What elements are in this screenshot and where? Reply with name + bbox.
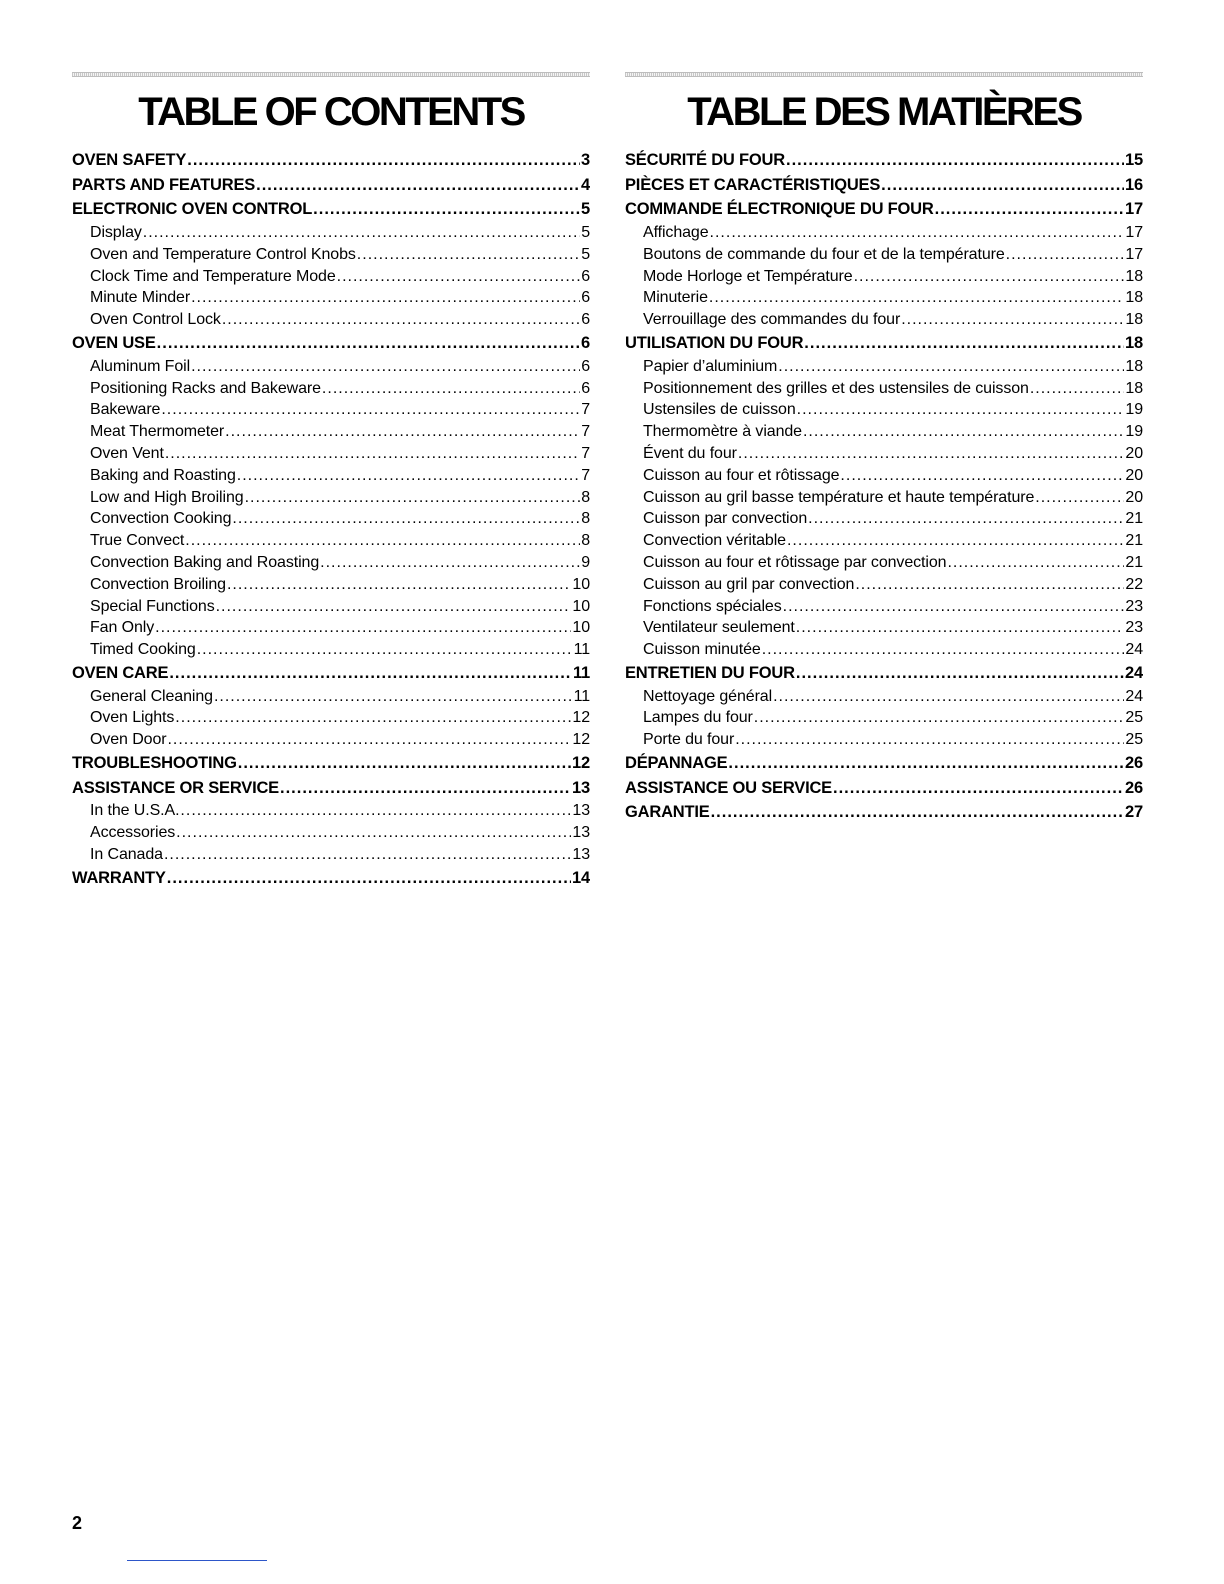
toc-section-entry [625,173,1143,198]
dot-leader [167,866,571,891]
toc-section-entry [72,148,590,173]
dot-leader [232,508,580,530]
toc-subsection-entry [625,309,1143,331]
entry-page-number: 18 [1125,334,1143,353]
entry-title: Bakeware [90,401,161,419]
entry-title: In Canada [90,845,163,863]
entry-title: Baking and Roasting [90,466,236,484]
entry-title: OVEN CARE [72,663,169,682]
toc-subsection-entry [72,378,590,400]
entry-page-number: 3 [581,151,590,169]
toc-subsection-entry [72,244,590,266]
dot-leader [187,148,580,173]
toc-subsection-entry [625,465,1143,487]
dot-leader [227,574,571,596]
toc-section-entry [625,751,1143,776]
entry-title: DÉPANNAGE [625,753,728,772]
dot-leader [322,378,580,400]
toc-subsection-entry [72,287,590,309]
entry-title: Ustensiles de cuisson [643,401,796,419]
entry-page-number: 23 [1125,619,1143,637]
dot-leader [214,686,573,708]
toc-subsection-entry [625,530,1143,552]
entry-page-number: 26 [1125,778,1143,797]
entry-page-number: 25 [1125,731,1143,749]
entry-page-number: 20 [1125,488,1143,506]
dot-leader [711,800,1124,825]
entry-title: Positionnement des grilles et des ustensiles de cuisson [643,379,1029,397]
dot-leader [833,776,1124,801]
entry-title: Thermomètre à viande [643,423,802,441]
toc-subsection-entry [625,487,1143,509]
dot-leader [935,197,1124,222]
toc-section-entry [72,776,590,801]
entry-page-number: 6 [581,289,590,307]
dot-leader [197,639,573,661]
toc-section-entry [72,197,590,222]
entry-title: Oven Vent [90,444,164,462]
toc-section-entry [72,751,590,776]
dot-leader [175,707,571,729]
dot-leader [778,356,1124,378]
entry-title: Cuisson au gril par convection [643,575,855,593]
dot-leader [165,443,580,465]
entry-title: Oven Door [90,731,167,749]
dot-leader [191,356,580,378]
entry-title: OVEN USE [72,334,156,353]
entry-page-number: 25 [1125,709,1143,727]
dot-leader [167,729,571,751]
dot-leader [709,287,1124,309]
entry-title: Convection véritable [643,532,786,550]
toc-subsection-entry [72,465,590,487]
entry-title: Accessories [90,824,176,842]
entry-page-number: 6 [581,311,590,329]
entry-page-number: 6 [581,267,590,285]
dot-leader [901,309,1124,331]
dot-leader [881,173,1124,198]
toc-subsection-entry [72,800,590,822]
entry-page-number: 27 [1125,803,1143,822]
entry-title: Cuisson au gril basse température et haute température [643,488,1035,506]
dot-leader [238,751,571,776]
entry-title: UTILISATION DU FOUR [625,334,804,353]
toc-subsection-entry [72,844,590,866]
toc-subsection-entry [72,421,590,443]
toc-subsection-entry [625,399,1143,421]
entry-title: PIÈCES ET CARACTÉRISTIQUES [625,175,881,194]
toc-subsection-entry [72,574,590,596]
toc-subsection-entry [72,707,590,729]
toc-section-entry [625,197,1143,222]
entry-title: Positioning Racks and Bakeware [90,379,321,397]
toc-section-entry [72,661,590,686]
english-toc-column [72,72,590,890]
footer-divider [127,1560,267,1561]
dot-leader [237,465,580,487]
entry-page-number: 18 [1125,379,1143,397]
entry-title: GARANTIE [625,803,710,822]
entry-title: Oven and Temperature Control Knobs [90,245,356,263]
page-number: 2 [72,1513,83,1533]
dot-leader [787,530,1124,552]
entry-page-number: 19 [1125,401,1143,419]
toc-subsection-entry [72,508,590,530]
entry-title: ASSISTANCE OU SERVICE [625,778,832,797]
entry-page-number: 12 [572,731,590,749]
entry-page-number: 24 [1125,663,1143,682]
entry-page-number: 17 [1125,245,1143,263]
entry-title: Évent du four [643,444,737,462]
header-rule [72,72,590,77]
dot-leader [176,822,571,844]
entry-page-number: 18 [1125,357,1143,375]
entry-page-number: 24 [1125,641,1143,659]
entry-page-number: 16 [1125,175,1143,194]
toc-section-entry [72,331,590,356]
toc-subsection-entry [72,552,590,574]
toc-subsection-entry [625,421,1143,443]
dot-leader [762,639,1125,661]
entry-title: Minuterie [643,289,708,307]
dot-leader [796,617,1125,639]
entry-title: General Cleaning [90,687,213,705]
toc-subsection-entry [72,617,590,639]
toc-section-entry [625,800,1143,825]
dot-leader [169,661,572,686]
toc-subsection-entry [625,617,1143,639]
dot-leader [1035,487,1124,509]
entry-page-number: 11 [573,641,590,659]
entry-title: Cuisson minutée [643,641,761,659]
entry-page-number: 15 [1125,151,1143,169]
toc-subsection-entry [72,222,590,244]
entry-title: Lampes du four [643,709,753,727]
entry-page-number: 9 [581,553,590,571]
toc-section-entry [72,173,590,198]
dot-leader [320,552,580,574]
entry-page-number: 12 [572,753,590,772]
toc-subsection-entry [72,686,590,708]
toc-list-english [72,148,590,890]
entry-page-number: 21 [1125,532,1143,550]
entry-page-number: 14 [572,868,590,887]
dot-leader [803,421,1124,443]
entry-title: Papier d’aluminium [643,357,778,375]
entry-page-number: 18 [1125,267,1143,285]
entry-page-number: 7 [581,423,590,441]
dot-leader [180,800,571,822]
dot-leader [840,465,1124,487]
entry-title: Verrouillage des commandes du four [643,311,901,329]
toc-subsection-entry [72,596,590,618]
entry-page-number: 6 [581,334,590,353]
entry-page-number: 7 [581,466,590,484]
entry-page-number: 4 [581,175,590,194]
entry-title: Cuisson par convection [643,510,808,528]
toc-section-entry [625,776,1143,801]
toc-subsection-entry [72,443,590,465]
entry-title: True Convect [90,532,185,550]
toc-subsection-entry [72,399,590,421]
entry-page-number: 8 [581,510,590,528]
toc-subsection-entry [625,596,1143,618]
dot-leader [783,596,1125,618]
entry-page-number: 11 [573,687,590,705]
entry-page-number: 18 [1125,311,1143,329]
toc-subsection-entry [72,530,590,552]
toc-list-french [625,148,1143,825]
toc-subsection-entry [625,639,1143,661]
dot-leader [155,617,571,639]
entry-page-number: 8 [581,532,590,550]
toc-subsection-entry [72,729,590,751]
toc-section-entry [625,148,1143,173]
dot-leader [143,222,580,244]
toc-section-entry [625,661,1143,686]
entry-page-number: 11 [572,663,590,682]
toc-section-entry [72,866,590,891]
entry-page-number: 22 [1125,575,1143,593]
toc-title-english: TABLE OF CONTENTS [138,90,524,134]
entry-title: Convection Baking and Roasting [90,553,320,571]
dot-leader [280,776,571,801]
dot-leader [804,331,1124,356]
entry-title: PARTS AND FEATURES [72,175,256,194]
entry-title: Meat Thermometer [90,423,225,441]
entry-title: OVEN SAFETY [72,151,187,169]
entry-page-number: 24 [1125,687,1143,705]
entry-page-number: 13 [572,778,590,797]
entry-page-number: 6 [581,379,590,397]
entry-title: Convection Broiling [90,575,226,593]
dot-leader [185,530,580,552]
entry-page-number: 12 [572,709,590,727]
dot-leader [157,331,580,356]
entry-page-number: 8 [581,488,590,506]
toc-subsection-entry [625,287,1143,309]
entry-title: Fan Only [90,619,155,637]
dot-leader [1006,244,1125,266]
entry-title: ASSISTANCE OR SERVICE [72,778,279,797]
toc-section-entry [625,331,1143,356]
toc-subsection-entry [72,356,590,378]
dot-leader [796,661,1124,686]
dot-leader [797,399,1125,421]
entry-title: Convection Cooking [90,510,232,528]
entry-page-number: 6 [581,357,590,375]
toc-title-french: TABLE DES MATIÈRES [687,90,1081,134]
entry-page-number: 5 [581,200,590,219]
toc-subsection-entry [625,244,1143,266]
entry-title: Affichage [643,224,709,242]
entry-page-number: 10 [572,575,590,593]
toc-subsection-entry [72,309,590,331]
dot-leader [1030,378,1125,400]
entry-title: Special Functions [90,597,215,615]
dot-leader [164,844,571,866]
toc-subsection-entry [625,574,1143,596]
entry-title: Mode Horloge et Température [643,267,853,285]
toc-subsection-entry [72,822,590,844]
entry-page-number: 20 [1125,444,1143,462]
toc-subsection-entry [625,508,1143,530]
dot-leader [735,729,1124,751]
entry-title: In the U.S.A. [90,802,180,820]
entry-title: COMMANDE ÉLECTRONIQUE DU FOUR [625,200,934,219]
dot-leader [245,487,581,509]
dot-leader [191,287,580,309]
entry-page-number: 7 [581,444,590,462]
dot-leader [710,222,1125,244]
entry-title: ELECTRONIC OVEN CONTROL [72,200,313,219]
entry-title: Boutons de commande du four et de la température [643,245,1005,263]
dot-leader [854,266,1125,288]
entry-page-number: 17 [1125,200,1143,219]
dot-leader [754,707,1125,729]
entry-title: Clock Time and Temperature Mode [90,267,336,285]
entry-title: Oven Lights [90,709,175,727]
entry-title: WARRANTY [72,868,166,887]
toc-subsection-entry [72,266,590,288]
entry-title: Aluminum Foil [90,357,191,375]
entry-page-number: 19 [1125,423,1143,441]
entry-page-number: 21 [1125,553,1143,571]
entry-page-number: 7 [581,401,590,419]
header-rule [625,72,1143,77]
dot-leader [222,309,580,331]
entry-page-number: 13 [572,802,590,820]
toc-subsection-entry [72,487,590,509]
entry-title: Nettoyage général [643,687,773,705]
entry-title: Ventilateur seulement [643,619,795,637]
dot-leader [313,197,580,222]
entry-title: TROUBLESHOOTING [72,753,237,772]
entry-page-number: 17 [1125,224,1143,242]
dot-leader [947,552,1124,574]
dot-leader [216,596,572,618]
entry-title: Timed Cooking [90,641,196,659]
toc-subsection-entry [625,356,1143,378]
dot-leader [225,421,580,443]
entry-title: ENTRETIEN DU FOUR [625,663,795,682]
entry-page-number: 21 [1125,510,1143,528]
toc-subsection-entry [625,686,1143,708]
entry-title: Porte du four [643,731,735,749]
entry-page-number: 5 [581,224,590,242]
dot-leader [357,244,580,266]
toc-subsection-entry [72,639,590,661]
entry-page-number: 10 [572,597,590,615]
entry-page-number: 13 [572,845,590,863]
entry-title: Oven Control Lock [90,311,221,329]
entry-page-number: 23 [1125,597,1143,615]
toc-subsection-entry [625,552,1143,574]
toc-subsection-entry [625,443,1143,465]
dot-leader [786,148,1124,173]
entry-page-number: 20 [1125,466,1143,484]
dot-leader [337,266,581,288]
entry-page-number: 13 [572,824,590,842]
entry-title: SÉCURITÉ DU FOUR [625,151,785,169]
dot-leader [855,574,1124,596]
entry-page-number: 5 [581,245,590,263]
toc-subsection-entry [625,729,1143,751]
entry-title: Cuisson au four et rôtissage [643,466,840,484]
toc-subsection-entry [625,222,1143,244]
entry-title: Cuisson au four et rôtissage par convection [643,553,947,571]
toc-subsection-entry [625,266,1143,288]
entry-title: Fonctions spéciales [643,597,782,615]
entry-page-number: 26 [1125,753,1143,772]
dot-leader [738,443,1125,465]
dot-leader [256,173,580,198]
entry-title: Low and High Broiling [90,488,244,506]
dot-leader [773,686,1124,708]
entry-page-number: 18 [1125,289,1143,307]
entry-title: Display [90,224,142,242]
dot-leader [728,751,1124,776]
entry-title: Minute Minder [90,289,191,307]
dot-leader [808,508,1124,530]
french-toc-column [625,72,1143,825]
dot-leader [161,399,580,421]
toc-subsection-entry [625,378,1143,400]
entry-page-number: 10 [572,619,590,637]
toc-subsection-entry [625,707,1143,729]
